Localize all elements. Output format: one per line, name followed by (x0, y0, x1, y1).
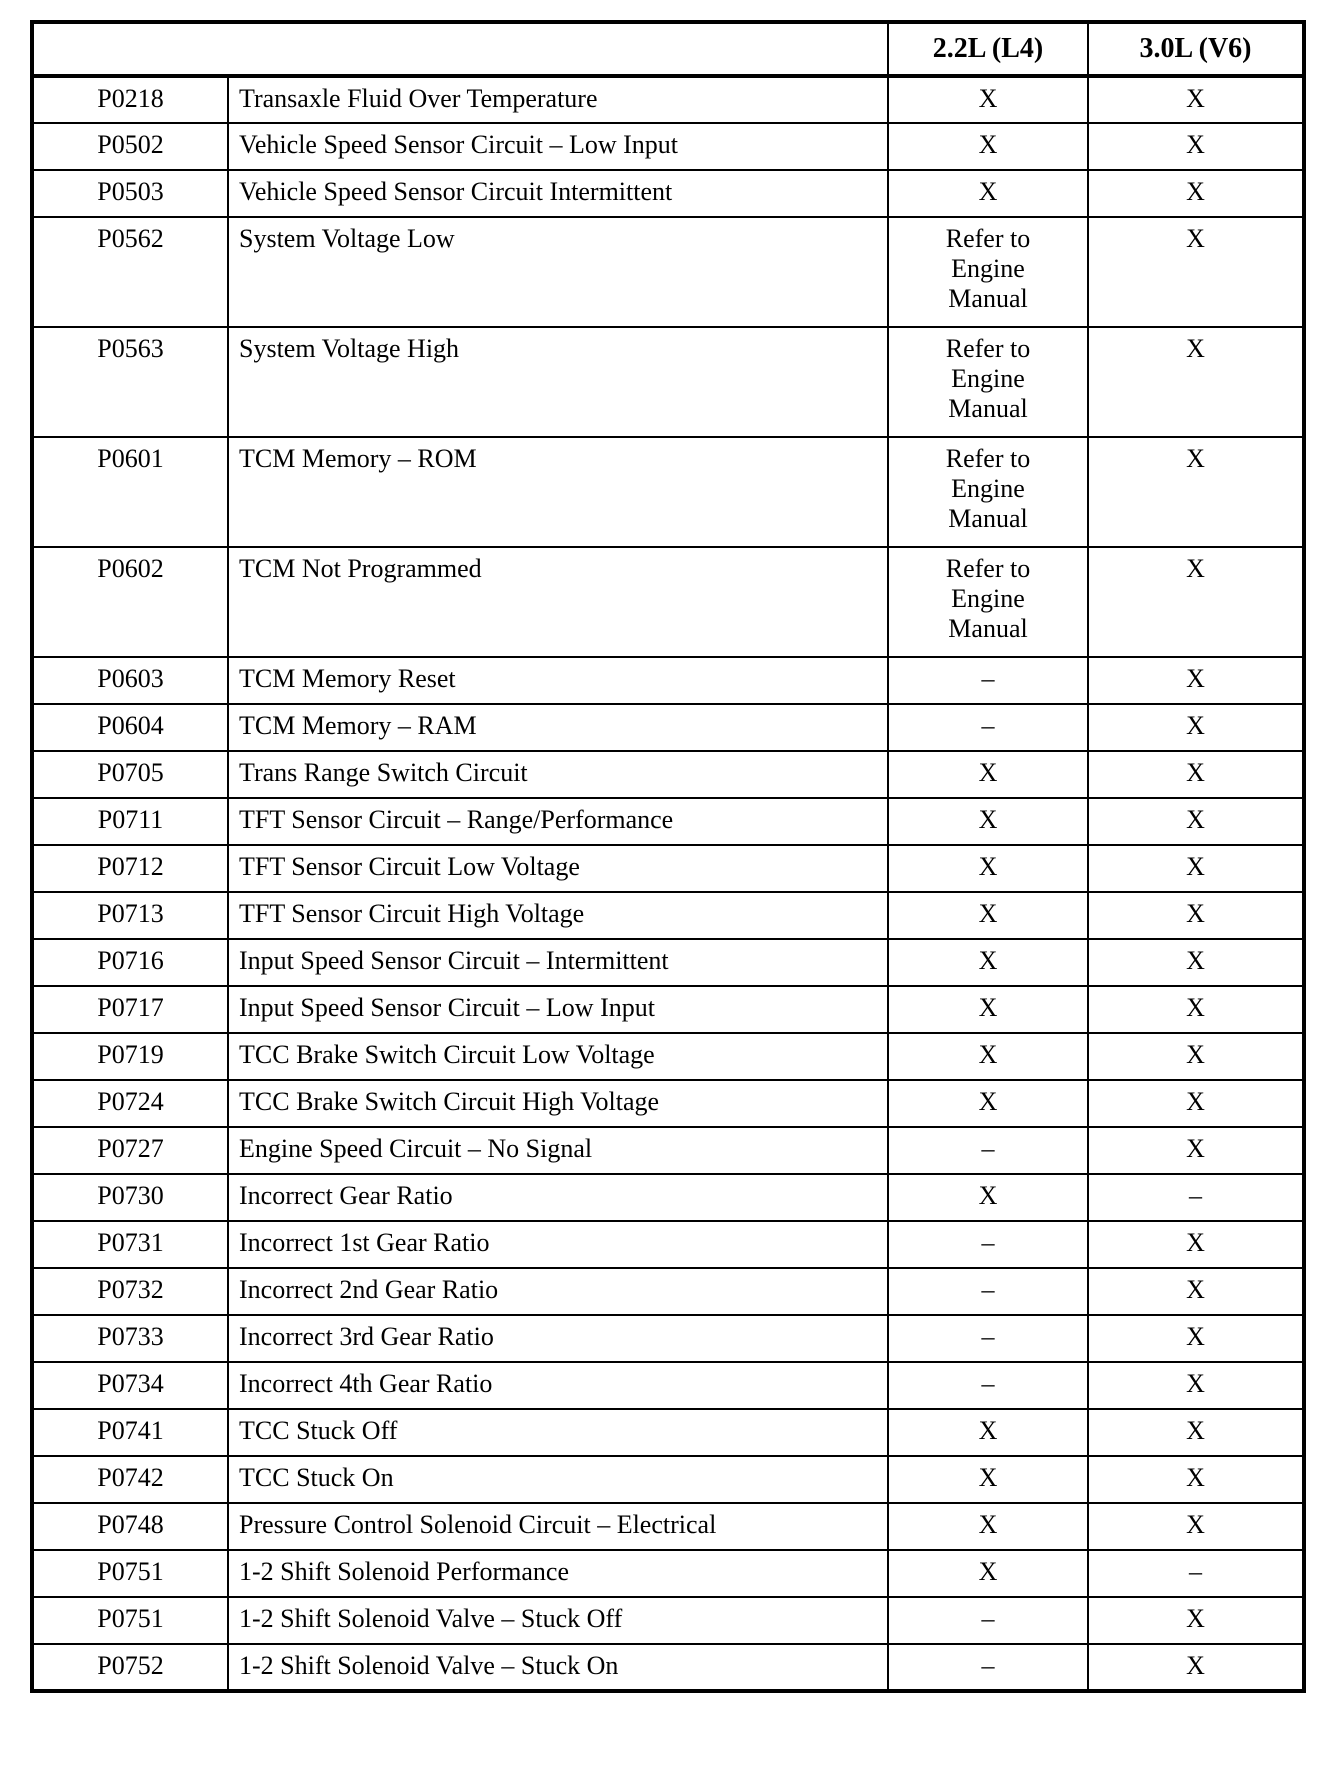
dtc-applicability-table (30, 20, 1306, 1693)
dtc-description-cell: TFT Sensor Circuit – Range/Performance (228, 798, 888, 845)
engine-v6-applicability-cell: – (1088, 1550, 1304, 1597)
dtc-description-cell: TCM Memory – RAM (228, 704, 888, 751)
table-row (32, 892, 1304, 939)
table-row (32, 1362, 1304, 1409)
engine-l4-applicability-cell: X (888, 751, 1088, 798)
engine-v6-applicability-cell: – (1088, 1174, 1304, 1221)
header-engine-v6: 3.0L (V6) (1088, 22, 1304, 76)
engine-v6-applicability-cell: X (1088, 1362, 1304, 1409)
dtc-code-cell: P0604 (32, 704, 228, 751)
dtc-code-cell: P0727 (32, 1127, 228, 1174)
engine-v6-applicability-cell: X (1088, 845, 1304, 892)
table-row (32, 798, 1304, 845)
header-row (32, 22, 1304, 76)
engine-l4-applicability-cell: – (888, 1127, 1088, 1174)
engine-l4-applicability-cell: X (888, 170, 1088, 217)
dtc-description-cell: TCC Stuck On (228, 1456, 888, 1503)
dtc-code-cell: P0218 (32, 76, 228, 123)
table-row (32, 1644, 1304, 1691)
engine-v6-applicability-cell: X (1088, 1221, 1304, 1268)
table-body (32, 76, 1304, 1691)
engine-v6-applicability-cell: X (1088, 1409, 1304, 1456)
engine-v6-applicability-cell: X (1088, 1080, 1304, 1127)
table-row (32, 76, 1304, 123)
dtc-description-cell: TCM Not Programmed (228, 547, 888, 657)
engine-v6-applicability-cell: X (1088, 751, 1304, 798)
dtc-code-cell: P0563 (32, 327, 228, 437)
engine-l4-applicability-cell: X (888, 1174, 1088, 1221)
engine-l4-applicability-cell: – (888, 1315, 1088, 1362)
dtc-code-cell: P0731 (32, 1221, 228, 1268)
dtc-code-cell: P0562 (32, 217, 228, 327)
engine-l4-applicability-cell: X (888, 1550, 1088, 1597)
table-row (32, 217, 1304, 327)
dtc-description-cell: Pressure Control Solenoid Circuit – Electrical (228, 1503, 888, 1550)
engine-v6-applicability-cell: X (1088, 547, 1304, 657)
engine-v6-applicability-cell: X (1088, 217, 1304, 327)
table-row (32, 327, 1304, 437)
header-blank-cell (32, 22, 888, 76)
engine-v6-applicability-cell: X (1088, 1033, 1304, 1080)
engine-v6-applicability-cell: X (1088, 798, 1304, 845)
table-row (32, 939, 1304, 986)
engine-l4-applicability-cell: X (888, 1033, 1088, 1080)
engine-l4-applicability-cell: – (888, 1268, 1088, 1315)
engine-v6-applicability-cell: X (1088, 939, 1304, 986)
table-row (32, 986, 1304, 1033)
engine-l4-applicability-cell: – (888, 1644, 1088, 1691)
dtc-code-cell: P0748 (32, 1503, 228, 1550)
dtc-code-cell: P0713 (32, 892, 228, 939)
engine-v6-applicability-cell: X (1088, 704, 1304, 751)
table-row (32, 845, 1304, 892)
table-row (32, 1033, 1304, 1080)
dtc-description-cell: TCM Memory Reset (228, 657, 888, 704)
table-row (32, 751, 1304, 798)
dtc-code-cell: P0734 (32, 1362, 228, 1409)
engine-v6-applicability-cell: X (1088, 892, 1304, 939)
engine-v6-applicability-cell: X (1088, 123, 1304, 170)
engine-v6-applicability-cell: X (1088, 1127, 1304, 1174)
engine-l4-applicability-cell: X (888, 939, 1088, 986)
dtc-description-cell: Vehicle Speed Sensor Circuit – Low Input (228, 123, 888, 170)
dtc-code-cell: P0730 (32, 1174, 228, 1221)
dtc-description-cell: TFT Sensor Circuit High Voltage (228, 892, 888, 939)
table-row (32, 1597, 1304, 1644)
engine-v6-applicability-cell: X (1088, 1597, 1304, 1644)
dtc-code-cell: P0751 (32, 1597, 228, 1644)
dtc-code-cell: P0602 (32, 547, 228, 657)
dtc-description-cell: System Voltage High (228, 327, 888, 437)
engine-v6-applicability-cell: X (1088, 1268, 1304, 1315)
table-row (32, 1550, 1304, 1597)
engine-l4-applicability-cell: Refer to Engine Manual (888, 437, 1088, 547)
table-row (32, 1268, 1304, 1315)
engine-l4-applicability-cell: X (888, 892, 1088, 939)
dtc-description-cell: TCC Brake Switch Circuit Low Voltage (228, 1033, 888, 1080)
engine-l4-applicability-cell: X (888, 845, 1088, 892)
engine-l4-applicability-cell: X (888, 1503, 1088, 1550)
engine-l4-applicability-cell: X (888, 76, 1088, 123)
engine-l4-applicability-cell: X (888, 123, 1088, 170)
dtc-code-cell: P0712 (32, 845, 228, 892)
dtc-code-cell: P0742 (32, 1456, 228, 1503)
table-row (32, 437, 1304, 547)
dtc-description-cell: TCC Stuck Off (228, 1409, 888, 1456)
dtc-description-cell: Input Speed Sensor Circuit – Low Input (228, 986, 888, 1033)
table-row (32, 170, 1304, 217)
engine-v6-applicability-cell: X (1088, 327, 1304, 437)
engine-v6-applicability-cell: X (1088, 170, 1304, 217)
table-row (32, 1503, 1304, 1550)
table-row (32, 1221, 1304, 1268)
dtc-description-cell: Incorrect Gear Ratio (228, 1174, 888, 1221)
table-row (32, 1409, 1304, 1456)
table-row (32, 1456, 1304, 1503)
engine-l4-applicability-cell: X (888, 1456, 1088, 1503)
table-row (32, 1127, 1304, 1174)
dtc-description-cell: 1-2 Shift Solenoid Valve – Stuck On (228, 1644, 888, 1691)
table-header (32, 22, 1304, 76)
dtc-code-cell: P0752 (32, 1644, 228, 1691)
dtc-code-cell: P0716 (32, 939, 228, 986)
engine-l4-applicability-cell: X (888, 1080, 1088, 1127)
dtc-description-cell: Incorrect 3rd Gear Ratio (228, 1315, 888, 1362)
dtc-description-cell: Vehicle Speed Sensor Circuit Intermittent (228, 170, 888, 217)
engine-l4-applicability-cell: – (888, 704, 1088, 751)
dtc-code-cell: P0603 (32, 657, 228, 704)
engine-l4-applicability-cell: – (888, 1597, 1088, 1644)
dtc-description-cell: Incorrect 2nd Gear Ratio (228, 1268, 888, 1315)
table-row (32, 704, 1304, 751)
engine-l4-applicability-cell: X (888, 986, 1088, 1033)
engine-v6-applicability-cell: X (1088, 437, 1304, 547)
dtc-code-cell: P0601 (32, 437, 228, 547)
engine-v6-applicability-cell: X (1088, 76, 1304, 123)
dtc-code-cell: P0719 (32, 1033, 228, 1080)
engine-l4-applicability-cell: Refer to Engine Manual (888, 217, 1088, 327)
engine-l4-applicability-cell: X (888, 798, 1088, 845)
engine-l4-applicability-cell: X (888, 1409, 1088, 1456)
engine-l4-applicability-cell: Refer to Engine Manual (888, 547, 1088, 657)
dtc-description-cell: TCM Memory – ROM (228, 437, 888, 547)
header-engine-l4: 2.2L (L4) (888, 22, 1088, 76)
dtc-description-cell: 1-2 Shift Solenoid Valve – Stuck Off (228, 1597, 888, 1644)
dtc-code-cell: P0705 (32, 751, 228, 798)
dtc-description-cell: Incorrect 1st Gear Ratio (228, 1221, 888, 1268)
dtc-code-cell: P0717 (32, 986, 228, 1033)
dtc-code-cell: P0503 (32, 170, 228, 217)
dtc-code-cell: P0751 (32, 1550, 228, 1597)
table-row (32, 1315, 1304, 1362)
engine-v6-applicability-cell: X (1088, 657, 1304, 704)
table-row (32, 1080, 1304, 1127)
engine-l4-applicability-cell: – (888, 657, 1088, 704)
engine-l4-applicability-cell: – (888, 1362, 1088, 1409)
dtc-description-cell: Transaxle Fluid Over Temperature (228, 76, 888, 123)
table-row (32, 123, 1304, 170)
engine-l4-applicability-cell: – (888, 1221, 1088, 1268)
dtc-code-cell: P0502 (32, 123, 228, 170)
dtc-description-cell: Incorrect 4th Gear Ratio (228, 1362, 888, 1409)
dtc-code-cell: P0711 (32, 798, 228, 845)
dtc-code-cell: P0733 (32, 1315, 228, 1362)
dtc-description-cell: 1-2 Shift Solenoid Performance (228, 1550, 888, 1597)
dtc-description-cell: Engine Speed Circuit – No Signal (228, 1127, 888, 1174)
engine-v6-applicability-cell: X (1088, 1315, 1304, 1362)
engine-v6-applicability-cell: X (1088, 986, 1304, 1033)
dtc-code-cell: P0732 (32, 1268, 228, 1315)
dtc-description-cell: TFT Sensor Circuit Low Voltage (228, 845, 888, 892)
table-row (32, 657, 1304, 704)
engine-v6-applicability-cell: X (1088, 1503, 1304, 1550)
dtc-description-cell: System Voltage Low (228, 217, 888, 327)
dtc-description-cell: TCC Brake Switch Circuit High Voltage (228, 1080, 888, 1127)
table-row (32, 547, 1304, 657)
engine-l4-applicability-cell: Refer to Engine Manual (888, 327, 1088, 437)
dtc-description-cell: Input Speed Sensor Circuit – Intermittent (228, 939, 888, 986)
dtc-code-cell: P0741 (32, 1409, 228, 1456)
engine-v6-applicability-cell: X (1088, 1644, 1304, 1691)
dtc-code-cell: P0724 (32, 1080, 228, 1127)
dtc-description-cell: Trans Range Switch Circuit (228, 751, 888, 798)
engine-v6-applicability-cell: X (1088, 1456, 1304, 1503)
table-row (32, 1174, 1304, 1221)
